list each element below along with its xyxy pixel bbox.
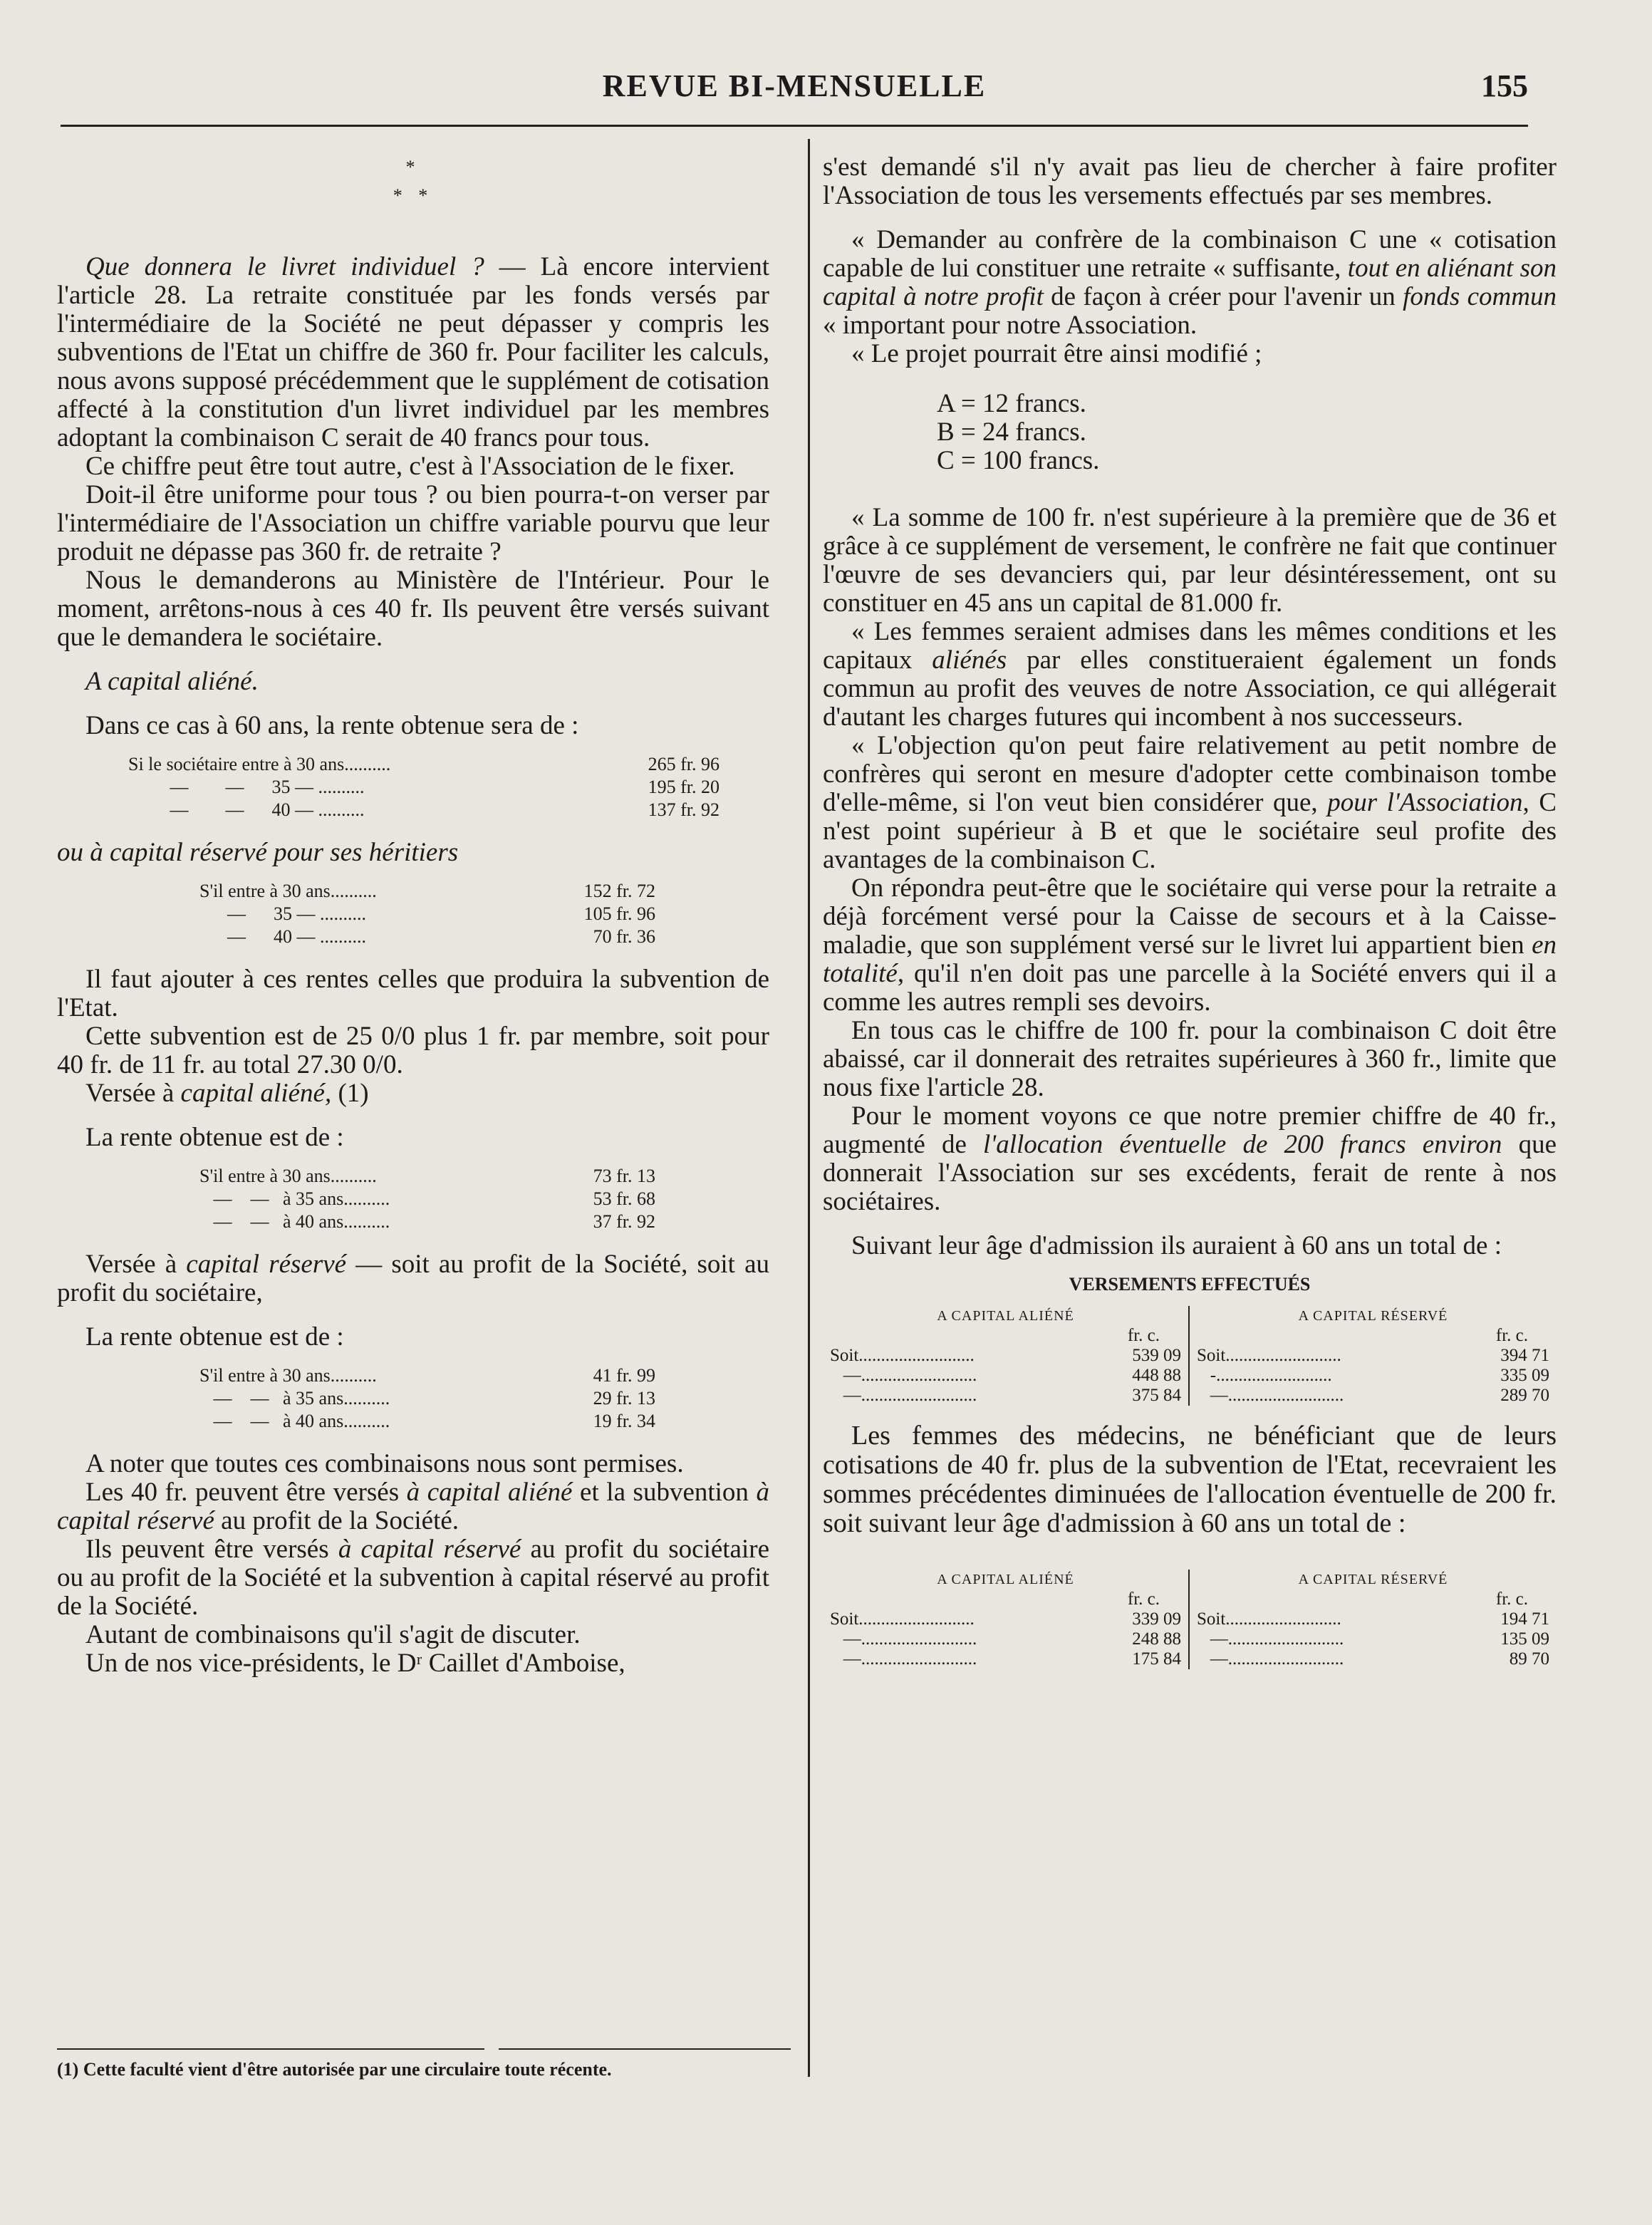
- row-label: —..........................: [830, 1366, 977, 1385]
- table-row: [199, 1387, 655, 1410]
- row-value: 41 fr. 99: [593, 1365, 655, 1386]
- row-value: 194 71: [1500, 1609, 1549, 1629]
- row-value: 394 71: [1500, 1346, 1549, 1365]
- formula-line-a: A = 12 francs.: [937, 389, 1086, 418]
- versements-alienated: [823, 1570, 1190, 1669]
- row-label: — — à 40 ans..........: [199, 1211, 390, 1232]
- paragraph: Versée à capital aliéné, (1): [85, 1079, 369, 1108]
- text: — Là encore intervient l'article 28. La retraite constituée par les fonds versés par l'intermédiaire de la Société ne peut dépasser y compris les subventions de l'Etat un chiffre de 360 fr. Pour faciliter les calculs, nous avons supposé précédemment que le supplément de cotisation affecté à la constitution d'un livret individuel par les membres adoptant la combinaison C serait de 40 francs pour tous.: [57, 252, 769, 452]
- row-label: — — à 35 ans..........: [199, 1388, 390, 1409]
- paragraph: Ce chiffre peut être tout autre, c'est à l'Association de le fixer.: [85, 452, 735, 481]
- versements-reserved: [1190, 1306, 1557, 1406]
- table-row: [199, 925, 655, 948]
- row-value: 135 09: [1500, 1629, 1549, 1649]
- paragraph: Nous le demanderons au Ministère de l'Intérieur. Pour le moment, arrêtons-nous à ces 40 fr. Ils peuvent être versés suivant que le demandera le sociétaire.: [57, 566, 769, 652]
- paragraph: Pour le moment voyons ce que notre premier chiffre de 40 fr., augmenté de l'allocation éventuelle de 200 francs environ que donnerait l'Association sur ses excédents, ferait de rente à nos sociétaires.: [823, 1101, 1557, 1216]
- row-value: 152 fr. 72: [583, 881, 655, 901]
- row-value: 248 88: [1132, 1629, 1181, 1649]
- table-row: [199, 1188, 655, 1210]
- page-number: 155: [1481, 68, 1528, 103]
- row-value: 375 84: [1132, 1386, 1181, 1405]
- versements-reserved: [1190, 1570, 1557, 1669]
- paragraph: [57, 253, 769, 452]
- row-value: 539 09: [1132, 1346, 1181, 1365]
- paragraph: En tous cas le chiffre de 100 fr. pour la combinaison C doit être abaissé, car il donnerait des retraites supérieures à 360 fr., limite que nous fixe l'article 28.: [823, 1016, 1557, 1102]
- subvention-table-alienated: [57, 1165, 769, 1233]
- paragraph: Doit-il être uniforme pour tous ? ou bien pourra-t-on verser par l'intermédiaire de l'Association un chiffre variable pourvu que leur produit ne dépasse pas 360 fr. de retraite ?: [57, 480, 769, 566]
- paragraph: Dans ce cas à 60 ans, la rente obtenue sera de :: [85, 711, 579, 740]
- paragraph: La rente obtenue est de :: [85, 1123, 344, 1152]
- row-label: —..........................: [830, 1386, 977, 1405]
- row-value: 195 fr. 20: [648, 777, 719, 797]
- versements-alienated: [823, 1306, 1190, 1406]
- paragraph: s'est demandé s'il n'y avait pas lieu de chercher à faire profiter l'Association de tous les versements effectués par ses membres.: [823, 152, 1557, 210]
- row-label: Soit..........................: [830, 1609, 975, 1629]
- row-label: — — à 40 ans..........: [199, 1411, 390, 1431]
- row-value: 29 fr. 13: [593, 1388, 655, 1409]
- row-label: — 40 — ..........: [199, 926, 366, 947]
- table-row: [199, 880, 655, 903]
- units: fr. c.: [1495, 1326, 1528, 1345]
- row-label: —..........................: [1197, 1629, 1344, 1649]
- row-label: — — 40 — ..........: [128, 799, 365, 820]
- row-label: —..........................: [830, 1629, 977, 1649]
- column-rule: [808, 139, 810, 2077]
- footnote: (1) Cette faculté vient d'être autorisée par une circulaire toute récente.: [57, 2059, 612, 2080]
- paragraph: Les 40 fr. peuvent être versés à capital aliéné et la subvention à capital réservé au profit de la Société.: [57, 1478, 769, 1535]
- row-label: S'il entre à 30 ans..........: [199, 1166, 377, 1186]
- versements-table-2: [823, 1570, 1557, 1669]
- row-label: Soit..........................: [1197, 1609, 1341, 1629]
- row-value: 70 fr. 36: [593, 926, 655, 947]
- quoted-paragraph: « L'objection qu'on peut faire relativement au petit nombre de confrères qui seront en mesure d'adopter cette combinaison tombe d'elle-même, si l'on veut bien considérer que, pour l'Association, C n'est point supérieur à B et que le sociétaire seul profite des avantages de la combinaison C.: [823, 731, 1557, 874]
- row-value: 105 fr. 96: [583, 903, 655, 924]
- row-value: 335 09: [1500, 1366, 1549, 1385]
- table-row: [199, 903, 655, 925]
- left-column: [57, 153, 769, 1678]
- row-label: -..........................: [1197, 1366, 1332, 1385]
- rente-table-reserved: [57, 880, 769, 948]
- paragraph: Cette subvention est de 25 0/0 plus 1 fr. par membre, soit pour 40 fr. de 11 fr. au total 27.30 0/0.: [57, 1022, 769, 1079]
- row-value: 265 fr. 96: [648, 754, 719, 774]
- subvention-table-reserved: [57, 1364, 769, 1433]
- table-row: [128, 799, 719, 821]
- table-row: [199, 1210, 655, 1233]
- paragraph: Un de nos vice-présidents, le Dʳ Caillet d'Amboise,: [85, 1649, 625, 1678]
- row-value: 53 fr. 68: [593, 1188, 655, 1209]
- row-label: — 35 — ..........: [199, 903, 366, 924]
- row-label: Soit..........................: [1197, 1346, 1341, 1365]
- table-row: [1197, 1629, 1549, 1649]
- section-asterism: * * *: [393, 157, 434, 206]
- versements-title: VERSEMENTS EFFECTUÉS: [1069, 1274, 1311, 1295]
- versements-table-1: [823, 1306, 1557, 1406]
- quoted-paragraph: « Les femmes seraient admises dans les mêmes conditions et les capitaux aliénés par elles constitueraient également un fonds commun au profit des veuves de notre Association, ce qui allégerait d'autant les charges futures qui incombent à nos successeurs.: [823, 617, 1557, 732]
- units: fr. c.: [1127, 1326, 1160, 1345]
- paragraph: Ils peuvent être versés à capital réservé au profit du sociétaire ou au profit de la Société et la subvention à capital réservé au profit de la Société.: [57, 1535, 770, 1621]
- paragraph: La rente obtenue est de :: [85, 1322, 344, 1352]
- table-row: [199, 1165, 655, 1188]
- table-row: [830, 1609, 1181, 1629]
- table-row: [1197, 1609, 1549, 1629]
- paragraph: Suivant leur âge d'admission ils auraient à 60 ans un total de :: [851, 1231, 1502, 1260]
- row-value: 73 fr. 13: [593, 1166, 655, 1186]
- row-value: 19 fr. 34: [593, 1411, 655, 1431]
- row-value: 37 fr. 92: [593, 1211, 655, 1232]
- header-rule: [61, 125, 1528, 127]
- table-row: [128, 776, 719, 799]
- table-row: [199, 1410, 655, 1433]
- table-row: [830, 1366, 1181, 1386]
- row-value: 175 84: [1132, 1649, 1181, 1669]
- units: fr. c.: [1495, 1589, 1528, 1609]
- table-row: [1197, 1386, 1549, 1406]
- journal-title: REVUE BI-MENSUELLE: [602, 68, 987, 103]
- table-row: [1197, 1346, 1549, 1366]
- row-label: —..........................: [1197, 1649, 1344, 1669]
- right-column: [823, 153, 1557, 1669]
- italic-question: Que donnera le livret individuel ?: [85, 252, 484, 281]
- paragraph: A noter que toutes ces combinaisons nous sont permises.: [85, 1449, 684, 1478]
- row-value: 137 fr. 92: [648, 799, 719, 820]
- table-row: [199, 1364, 655, 1387]
- table-row: [1197, 1366, 1549, 1386]
- paragraph: Il faut ajouter à ces rentes celles que produira la subvention de l'Etat.: [57, 965, 769, 1022]
- table-row: [830, 1629, 1181, 1649]
- column-head: A CAPITAL RÉSERVÉ: [1298, 1572, 1448, 1587]
- subheading: A capital aliéné.: [85, 667, 259, 696]
- paragraph: Autant de combinaisons qu'il s'agit de discuter.: [85, 1620, 581, 1649]
- rente-table-alienated: [57, 753, 769, 821]
- row-label: — — 35 — ..........: [128, 777, 365, 797]
- row-label: Soit..........................: [830, 1346, 975, 1365]
- column-head: A CAPITAL ALIÉNÉ: [937, 1572, 1074, 1587]
- table-row: [1197, 1649, 1549, 1669]
- formula-line-c: C = 100 francs.: [937, 446, 1100, 475]
- column-head: A CAPITAL RÉSERVÉ: [1298, 1308, 1448, 1324]
- row-value: 339 09: [1132, 1609, 1181, 1629]
- formula-line-b: B = 24 francs.: [937, 417, 1086, 447]
- running-header: [61, 68, 1528, 110]
- footnote-rule: [499, 2048, 791, 2050]
- row-label: —..........................: [830, 1649, 977, 1669]
- footnote-rule: [57, 2048, 484, 2050]
- quoted-paragraph: « La somme de 100 fr. n'est supérieure à la première que de 36 et grâce à ce supplément de versement, le confrère ne fait que continuer l'œuvre de ses devanciers qui, par leur désintéressement, ont su constituer en 45 ans un capital de 81.000 fr.: [823, 503, 1557, 618]
- row-label: S'il entre à 30 ans..........: [199, 1365, 377, 1386]
- row-value: 89 70: [1509, 1649, 1549, 1669]
- paragraph: On répondra peut-être que le sociétaire qui verse pour la retraite a déjà forcément versé pour la Caisse de secours et à la Caisse-maladie, que son supplément versé sur le livret lui appartient bien en totalité, qu'il n'en doit pas une parcelle à la Société envers qui il a comme les autres rempli ses devoirs.: [823, 873, 1557, 1017]
- column-head: A CAPITAL ALIÉNÉ: [937, 1308, 1074, 1324]
- row-value: 289 70: [1500, 1386, 1549, 1405]
- table-row: [830, 1386, 1181, 1406]
- row-value: 448 88: [1132, 1366, 1181, 1385]
- row-label: —..........................: [1197, 1386, 1344, 1405]
- table-row: [830, 1346, 1181, 1366]
- units: fr. c.: [1127, 1589, 1160, 1609]
- paragraph: Versée à capital réservé — soit au profit de la Société, soit au profit du sociétaire,: [57, 1250, 769, 1307]
- row-label: Si le sociétaire entre à 30 ans..........: [128, 754, 391, 774]
- row-label: S'il entre à 30 ans..........: [199, 881, 377, 901]
- row-label: — — à 35 ans..........: [199, 1188, 390, 1209]
- quoted-paragraph: « Demander au confrère de la combinaison C une « cotisation capable de lui constituer une retraite « suffisante, tout en aliénant son capital à notre profit de façon à créer pour l'avenir un fonds commun « important pour notre Association.: [823, 225, 1557, 340]
- quoted-paragraph: « Le projet pourrait être ainsi modifié ;: [851, 339, 1262, 368]
- table-row: [830, 1649, 1181, 1669]
- contribution-formula: [823, 390, 1557, 475]
- table-row: [128, 753, 719, 776]
- subheading: ou à capital réservé pour ses héritiers: [57, 838, 459, 867]
- paragraph: Les femmes des médecins, ne bénéficiant que de leurs cotisations de 40 fr. plus de la subvention de l'Etat, recevraient les sommes précédentes diminuées de l'allocation éventuelle de 200 fr. soit suivant leur âge d'admission à 60 ans un total de :: [823, 1421, 1557, 1538]
